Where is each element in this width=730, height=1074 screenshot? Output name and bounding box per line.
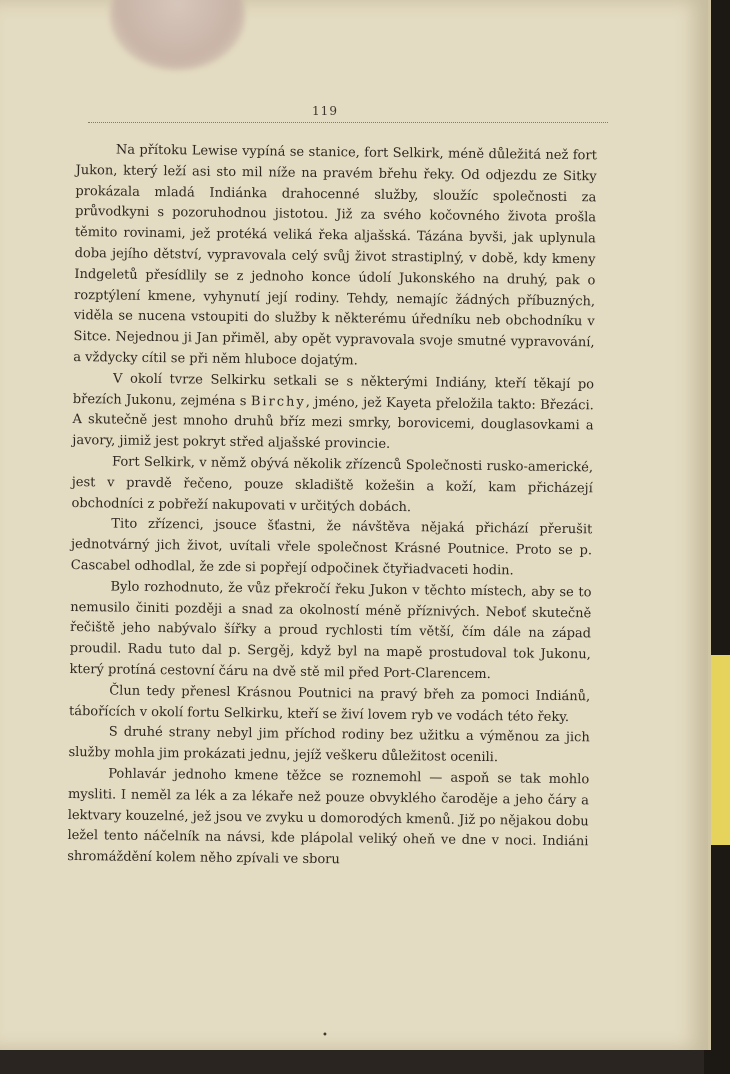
paragraph-4: Tito zřízenci, jsouce šťastni, že návštěva nějaká přichází přerušit jednotvárný jich život, uvítali vřele společnost Krásné Poutnice. Proto se p. Cascabel odhodlal, že zde si popřejí odpočinek čtyřiadvaceti hodin. bbox=[70, 516, 593, 579]
paragraph-5: Bylo rozhodnuto, že vůz překročí řeku Jukon v těchto místech, aby se to nemusilo činiti později a snad za okolností méně příznivých. Neboť skutečně řečiště jeho nabývalo šířky a proud rychlosti tím větší, čím dále na západ proudil. Radu tuto dal p. Sergěj, když byl na mapě prostudoval tok Jukonu, který protíná cestovní čáru na dvě stě mil před Port-Clarencem. bbox=[69, 579, 592, 683]
paragraph-2-start: V okolí tvrze Selkirku setkali se s některými Indiány, kteří těkají po březích Jukonu, zejména s bbox=[72, 371, 595, 409]
body-text bbox=[67, 140, 597, 874]
paragraph-2-end: , jméno, jež Kayeta přeložila takto: Březáci. A skutečně jest mnoho druhů bříz mezi smrky, borovicemi, douglasovkami a javory, jimiž jest pokryt střed aljašské provincie. bbox=[72, 394, 594, 453]
paragraph-3: Fort Selkirk, v němž obývá několik zřízenců Společnosti rusko-americké, jest v pravdě řečeno, pouze skladiště kožešin a koží, kam přicházejí obchodníci z pobřeží nakupovati v určitých dobách. bbox=[71, 454, 594, 515]
paragraph-7: S druhé strany nebyl jim příchod rodiny bez užitku a výměnou za jich služby mohla jim prokázati jednu, jejíž veškeru důležitost ocenili. bbox=[68, 724, 590, 766]
paragraph-8: Pohlavár jednoho kmene těžce se roznemohl — aspoň se tak mohlo mysliti. I neměl za lék a za lékaře než pouze obvyklého čaroděje a jeho čáry a lektvary kouzelné, jež jsou ve zvyku u domorodých kmenů. Již po nějakou dobu ležel tento náčelník na návsi, kde plápolal veliký oheň ve dne v noci. Indiáni shromáždění kolem něho zpívali ve sboru bbox=[67, 766, 590, 868]
spaced-word: Birchy bbox=[250, 393, 306, 410]
footer-mark: • bbox=[322, 1030, 328, 1041]
header-rule bbox=[88, 122, 608, 123]
paragraph-6: Člun tedy přenesl Krásnou Poutnici na pravý břeh za pomoci Indiánů, tábořících v okolí fortu Selkirku, kteří se živí lovem ryb ve vodách této řeky. bbox=[68, 683, 591, 725]
bookmark-tab bbox=[708, 655, 730, 845]
page-number: 119 bbox=[312, 104, 338, 118]
paragraph-2 bbox=[72, 369, 594, 459]
thumb-shadow bbox=[110, 0, 245, 70]
paragraph-1: Na přítoku Lewise vypíná se stanice, fort Selkirk, méně důležitá než fort Jukon, který leží asi sto mil níže na pravém břehu řeky. Od odjezdu ze Sitky prokázala mladá Indiánka drahocenné služby, sloužíc společnosti za průvodkyni s pozoruhodnou jistotou. Již za svého kočovného života prošla těmito rovinami, jež protéká veliká řeka aljašská. Tázána byvši, jak uplynula doba jejího dětství, vypravovala celý svůj život strastiplný, v době, kdy kmeny Indgeletů přesídlily se z jednoho konce údolí Jukonského na druhý, pak o rozptýlení kmene, vyhynutí její rodiny. Tehdy, nemajíc žádných příbuzných, viděla se nucena vstoupiti do služby k některému úředníku neb obchodníku v Sitce. Nejednou ji Jan přiměl, aby opět vypravovala svoje smutné vypravování, a vždycky cítil se při něm hluboce dojatým. bbox=[73, 142, 597, 369]
